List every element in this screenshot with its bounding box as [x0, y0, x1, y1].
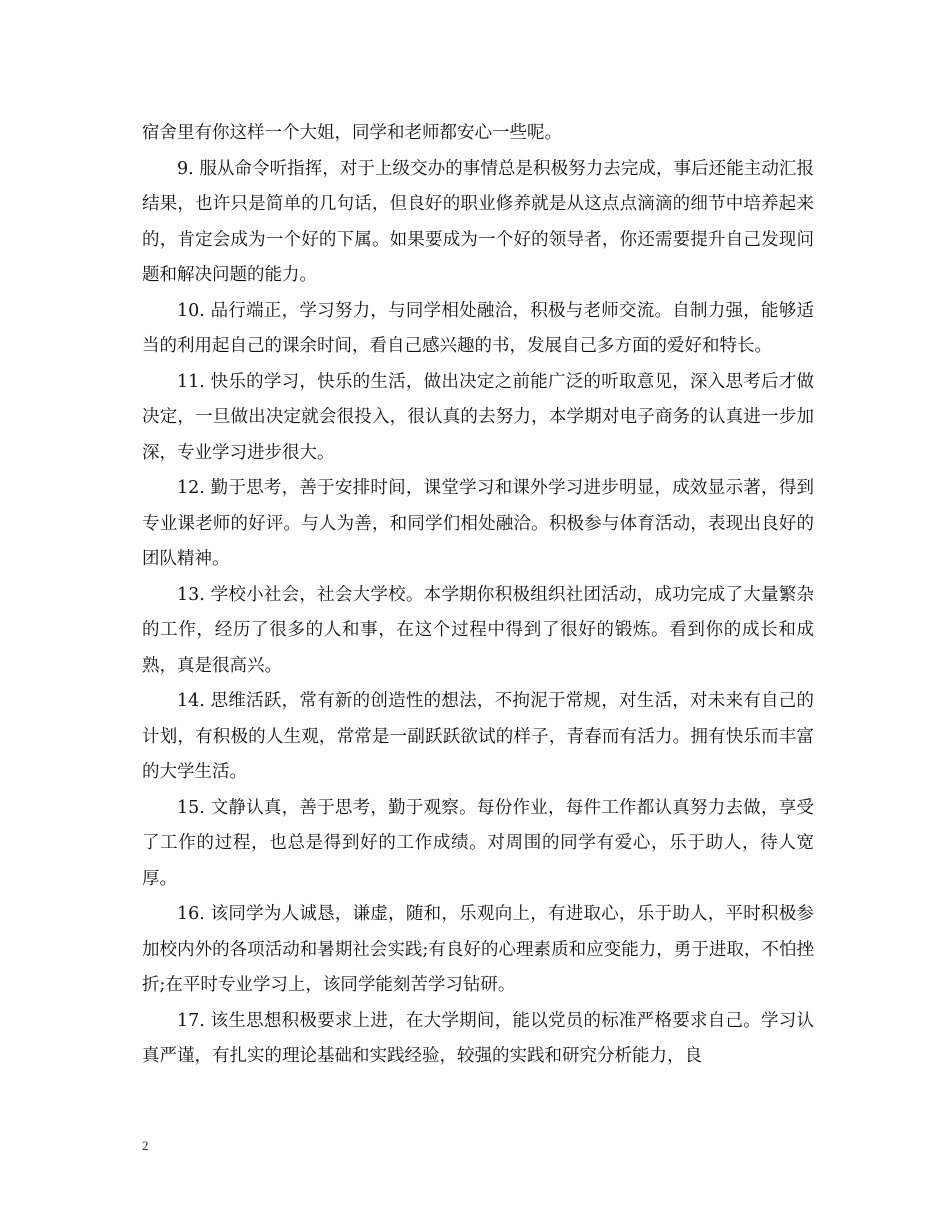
- paragraph-item-13: 13. 学校小社会，社会大学校。本学期你积极组织社团活动，成功完成了大量繁杂的工作，经历了很多的人和事，在这个过程中得到了很好的锻炼。看到你的成长和成熟，真是很高兴。: [142, 584, 814, 676]
- paragraph-item-12: 12. 勤于思考，善于安排时间，课堂学习和课外学习进步明显，成效显示著，得到专业课老师的好评。与人为善，和同学们相处融洽。积极参与体育活动，表现出良好的团队精神。: [142, 478, 814, 569]
- paragraph-continuation: 宿舍里有你这样一个大姐，同学和老师都安心一些呢。: [142, 123, 562, 143]
- paragraph-item-10: 10. 品行端正，学习努力，与同学相处融洽，积极与老师交流。自制力强，能够适当的利用起自己的课余时间，看自己感兴趣的书，发展自己多方面的爱好和特长。: [142, 300, 814, 356]
- body-text: [142, 116, 814, 1075]
- paragraph-item-11: 11. 快乐的学习，快乐的生活，做出决定之前能广泛的听取意见，深入思考后才做决定，一旦做出决定就会很投入，很认真的去努力，本学期对电子商务的认真进一步加深，专业学习进步很大。: [142, 371, 814, 463]
- paragraph-item-14: 14. 思维活跃，常有新的创造性的想法，不拘泥于常规，对生活，对未来有自己的计划，有积极的人生观，常常是一副跃跃欲试的样子，青春而有活力。拥有快乐而丰富的大学生活。: [142, 691, 814, 782]
- page-number: 2: [142, 1138, 149, 1153]
- paragraph-item-15: 15. 文静认真，善于思考，勤于观察。每份作业，每件工作都认真努力去做，享受了工作的过程，也总是得到好的工作成绩。对周围的同学有爱心，乐于助人，待人宽厚。: [142, 797, 814, 889]
- paragraph-item-17: 17. 该生思想积极要求上进，在大学期间，能以党员的标准严格要求自己。学习认真严谨，有扎实的理论基础和实践经验，较强的实践和研究分析能力，良: [142, 1010, 814, 1066]
- paragraph-item-9: 9. 服从命令听指挥，对于上级交办的事情总是积极努力去完成，事后还能主动汇报结果，也许只是简单的几句话，但良好的职业修养就是从这点点滴滴的细节中培养起来的，肯定会成为一个好的下属。如果要成为一个好的领导者，你还需要提升自己发现问题和解决问题的能力。: [142, 158, 814, 285]
- paragraph-item-16: 16. 该同学为人诚恳，谦虚，随和，乐观向上，有进取心，乐于助人，平时积极参加校内外的各项活动和暑期社会实践;有良好的心理素质和应变能力，勇于进取，不怕挫折;在平时专业学习上，该同学能刻苦学习钻研。: [142, 904, 814, 995]
